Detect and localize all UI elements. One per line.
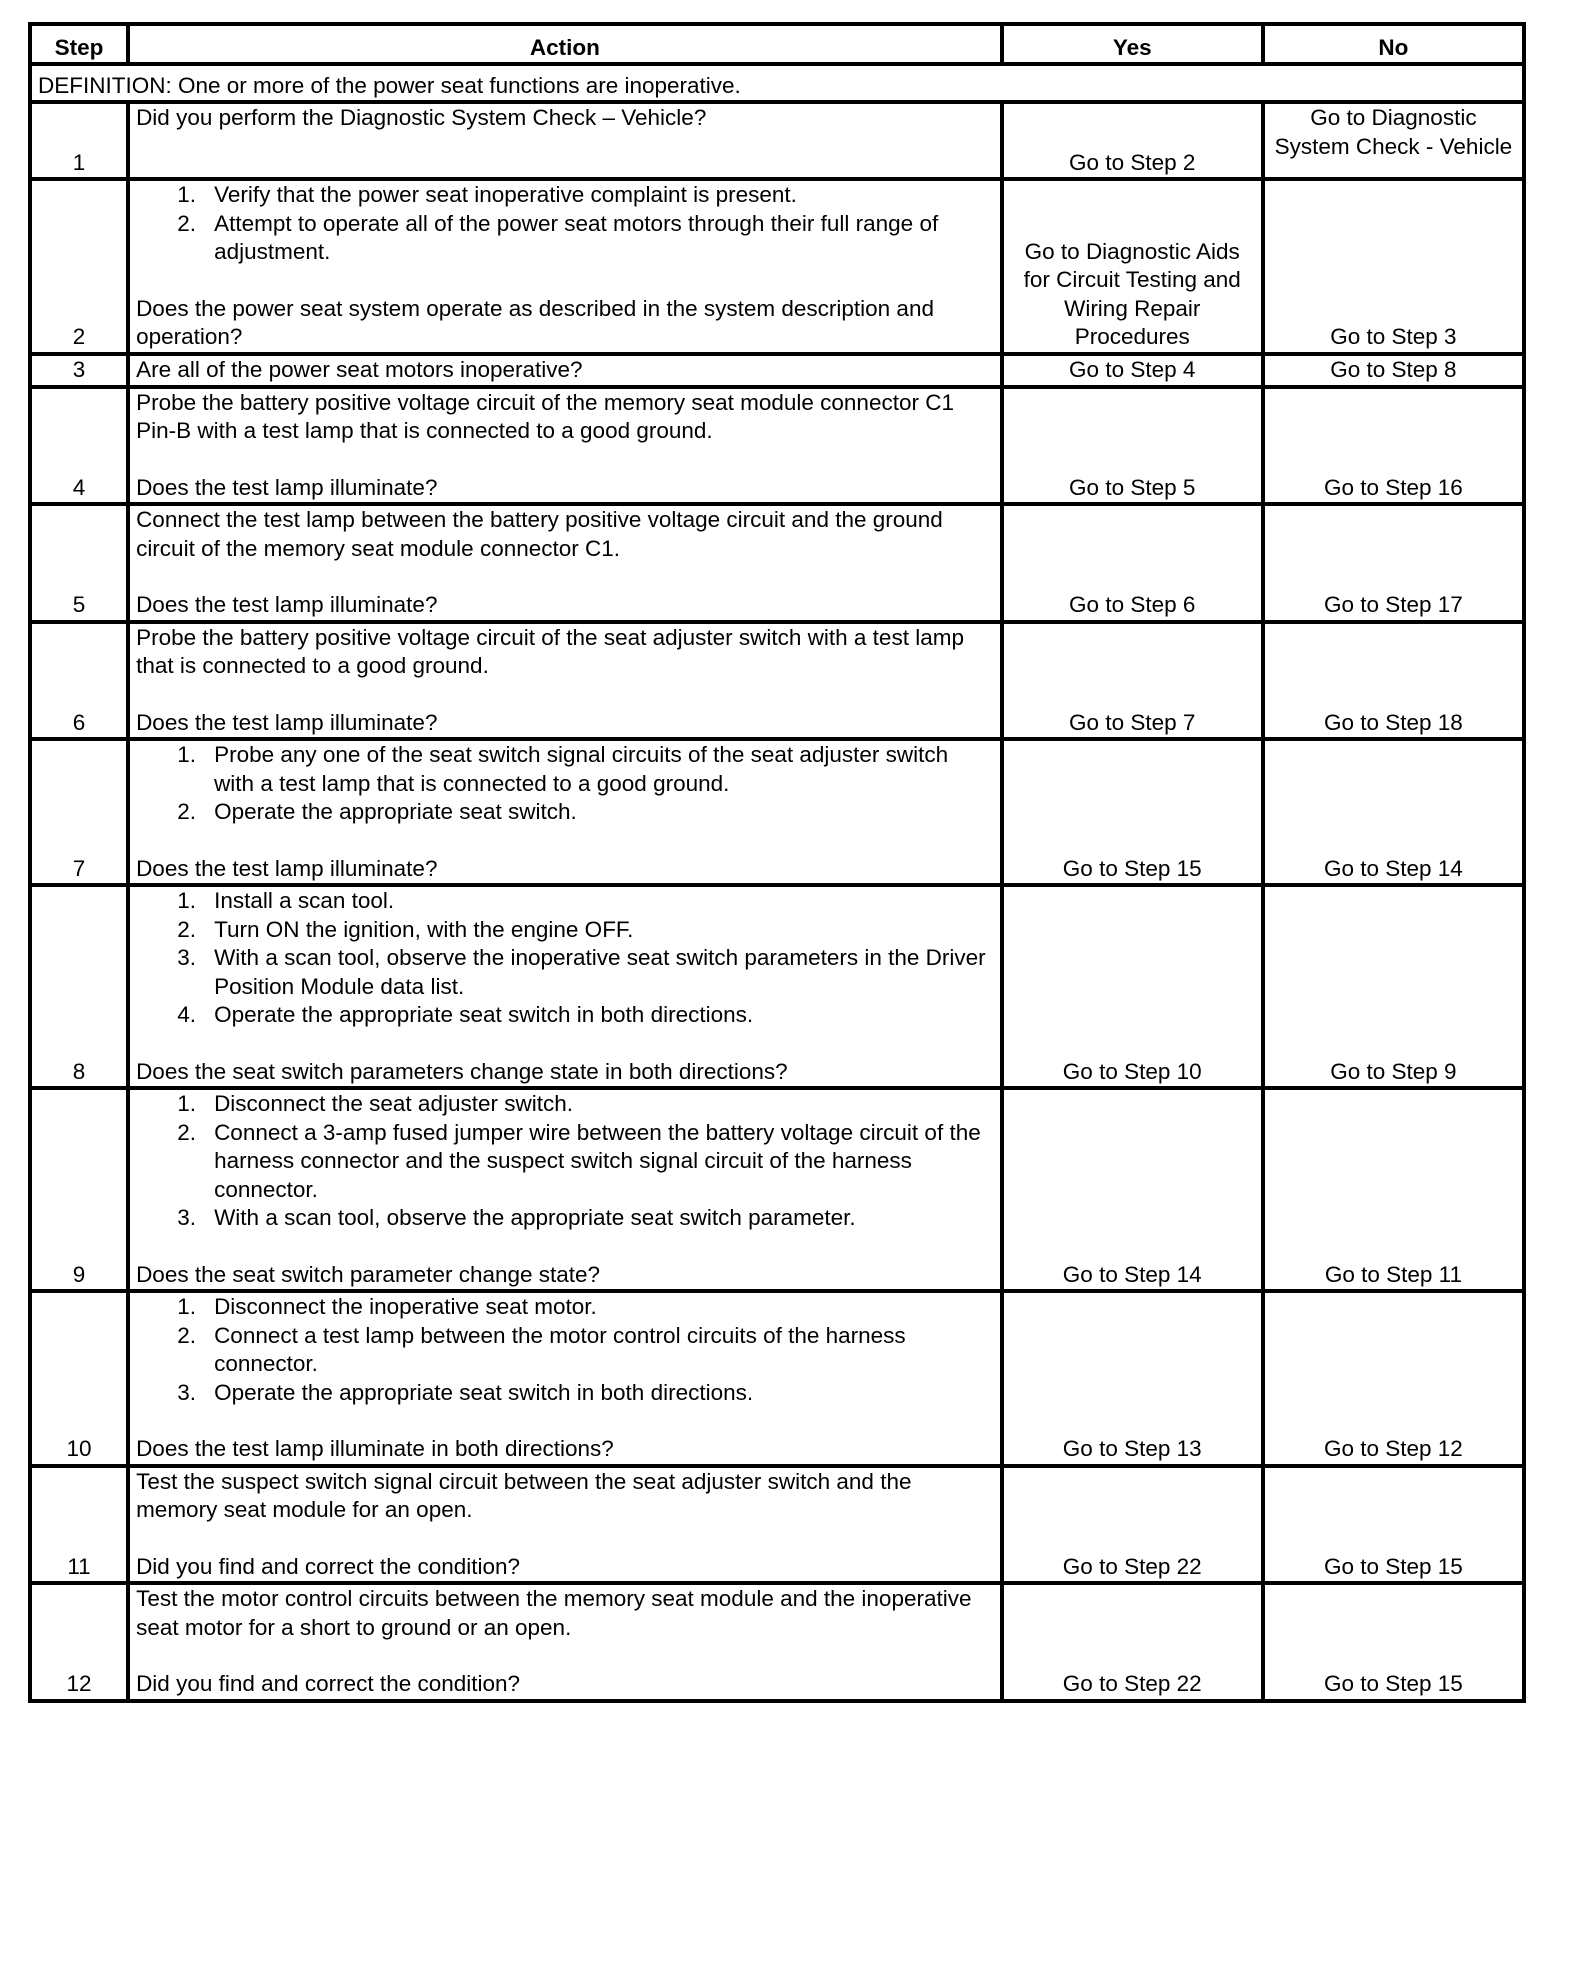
spacer [136, 563, 994, 591]
action-question: Did you find and correct the condition? [136, 1553, 521, 1579]
no-result: Go to Step 11 [1263, 1088, 1524, 1291]
table-row [30, 354, 1524, 387]
action-step [136, 741, 994, 798]
no-result: Go to Step 16 [1263, 387, 1524, 505]
action-question: Did you find and correct the condition? [136, 1671, 521, 1696]
action-step [136, 1379, 994, 1408]
step-index: 1. [177, 1091, 197, 1116]
yes-result: Go to Step 2 [1002, 102, 1263, 179]
table-row [30, 504, 1524, 622]
no-result: Go to Diagnostic System Check - Vehicle [1263, 102, 1524, 179]
table-row [30, 387, 1524, 505]
table-row [30, 885, 1524, 1088]
definition-text: DEFINITION: One or more of the power seat functions are inoperative. [30, 64, 1524, 102]
step-index: 2. [177, 799, 197, 824]
header-row [30, 24, 1524, 64]
action-question: Does the test lamp illuminate in both directions? [136, 1436, 614, 1461]
action-text: Test the suspect switch signal circuit between the seat adjuster switch and the memory seat module for an open. [136, 1468, 912, 1522]
step-number: 4 [30, 387, 128, 505]
no-result: Go to Step 14 [1263, 739, 1524, 885]
no-result: Go to Step 15 [1263, 1583, 1524, 1701]
spacer [136, 681, 994, 709]
step-number: 10 [30, 1291, 128, 1466]
yes-result: Go to Step 22 [1002, 1466, 1263, 1584]
table-row [30, 1291, 1524, 1466]
step-text: Connect a 3-amp fused jumper wire between the battery voltage circuit of the harness connector and the suspect switch signal circuit of the harness connector. [214, 1119, 981, 1202]
action-cell [128, 1291, 1002, 1466]
step-text: Operate the appropriate seat switch in both directions. [214, 1002, 754, 1027]
step-text: Turn ON the ignition, with the engine OFF. [214, 916, 634, 942]
step-number: 12 [30, 1583, 128, 1701]
step-index: 1. [177, 742, 197, 767]
action-steps [136, 887, 994, 1030]
step-number: 2 [30, 179, 128, 354]
step-number: 7 [30, 739, 128, 885]
step-text: Operate the appropriate seat switch. [214, 799, 577, 824]
spacer [136, 1030, 994, 1058]
action-text: Connect the test lamp between the battery positive voltage circuit and the ground circuit of the memory seat module connector C1. [136, 507, 943, 561]
yes-result: Go to Step 4 [1002, 354, 1263, 387]
no-result: Go to Step 15 [1263, 1466, 1524, 1584]
no-result: Go to Step 8 [1263, 354, 1524, 387]
step-text: Probe any one of the seat switch signal circuits of the seat adjuster switch with a test lamp that is connected to a good ground. [214, 742, 949, 796]
action-cell [128, 102, 1002, 179]
spacer [136, 827, 994, 855]
step-index: 1. [177, 888, 197, 913]
no-result: Go to Step 3 [1263, 179, 1524, 354]
step-number: 5 [30, 504, 128, 622]
step-index: 2. [177, 1119, 197, 1145]
table-row [30, 622, 1524, 740]
action-question: Does the test lamp illuminate? [136, 855, 438, 881]
action-text: Probe the battery positive voltage circuit of the seat adjuster switch with a test lamp that is connected to a good ground. [136, 624, 964, 678]
step-index: 4. [177, 1002, 197, 1027]
table-row [30, 1583, 1524, 1701]
step-index: 3. [177, 1379, 197, 1405]
step-index: 3. [177, 1205, 197, 1230]
spacer [136, 267, 994, 295]
no-result: Go to Step 17 [1263, 504, 1524, 622]
action-step [136, 1001, 994, 1030]
action-steps [136, 1090, 994, 1233]
spacer [136, 1525, 994, 1553]
step-text: With a scan tool, observe the inoperative seat switch parameters in the Driver Position Module data list. [214, 945, 986, 999]
step-text: Attempt to operate all of the power seat motors through their full range of adjustment. [214, 210, 939, 264]
action-cell [128, 885, 1002, 1088]
spacer [136, 446, 994, 474]
step-index: 1. [177, 1294, 197, 1319]
header-no: No [1263, 24, 1524, 64]
header-step: Step [30, 24, 128, 64]
action-cell [128, 387, 1002, 505]
action-text: Probe the battery positive voltage circuit of the memory seat module connector C1 Pin-B with a test lamp that is connected to a good ground. [136, 389, 954, 443]
action-step [136, 887, 994, 916]
action-cell [128, 739, 1002, 885]
header-action: Action [128, 24, 1002, 64]
action-question: Does the test lamp illuminate? [136, 474, 438, 500]
step-text: With a scan tool, observe the appropriate seat switch parameter. [214, 1205, 856, 1230]
action-question: Did you perform the Diagnostic System Check – Vehicle? [136, 105, 707, 130]
action-step [136, 1204, 994, 1233]
step-text: Verify that the power seat inoperative complaint is present. [214, 182, 797, 207]
step-text: Disconnect the seat adjuster switch. [214, 1091, 573, 1116]
action-question: Does the seat switch parameters change state in both directions? [136, 1058, 788, 1084]
spacer [136, 1642, 994, 1670]
step-text: Connect a test lamp between the motor control circuits of the harness connector. [214, 1322, 906, 1376]
definition-row [30, 64, 1524, 102]
no-result: Go to Step 18 [1263, 622, 1524, 740]
step-number: 11 [30, 1466, 128, 1584]
action-cell [128, 1583, 1002, 1701]
action-steps [136, 1293, 994, 1407]
step-number: 1 [30, 102, 128, 179]
yes-result: Go to Step 14 [1002, 1088, 1263, 1291]
step-number: 6 [30, 622, 128, 740]
action-question: Does the test lamp illuminate? [136, 709, 438, 735]
yes-result: Go to Step 13 [1002, 1291, 1263, 1466]
step-text: Operate the appropriate seat switch in both directions. [214, 1379, 754, 1405]
yes-result: Go to Step 5 [1002, 387, 1263, 505]
action-cell [128, 504, 1002, 622]
table-row [30, 102, 1524, 179]
step-text: Install a scan tool. [214, 888, 395, 913]
action-cell [128, 1088, 1002, 1291]
action-cell [128, 622, 1002, 740]
spacer [136, 1407, 994, 1435]
step-number: 9 [30, 1088, 128, 1291]
no-result: Go to Step 9 [1263, 885, 1524, 1088]
action-text: Test the motor control circuits between the memory seat module and the inoperative seat motor for a short to ground or an open. [136, 1586, 972, 1640]
action-step [136, 1322, 994, 1379]
yes-result: Go to Step 6 [1002, 504, 1263, 622]
action-steps [136, 741, 994, 827]
step-index: 2. [177, 1322, 197, 1348]
spacer [136, 1233, 994, 1261]
step-text: Disconnect the inoperative seat motor. [214, 1294, 597, 1319]
action-cell [128, 354, 1002, 387]
diagnostic-table [28, 22, 1526, 1703]
step-number: 3 [30, 354, 128, 387]
table-row [30, 1088, 1524, 1291]
step-index: 2. [177, 210, 197, 236]
table-row [30, 1466, 1524, 1584]
step-number: 8 [30, 885, 128, 1088]
yes-result: Go to Diagnostic Aids for Circuit Testing and Wiring Repair Procedures [1002, 179, 1263, 354]
action-question: Does the seat switch parameter change state? [136, 1261, 601, 1287]
action-question: Does the test lamp illuminate? [136, 592, 438, 617]
yes-result: Go to Step 15 [1002, 739, 1263, 885]
action-step [136, 1090, 994, 1119]
step-index: 2. [177, 916, 197, 942]
table-row [30, 739, 1524, 885]
action-step [136, 1293, 994, 1322]
action-step [136, 944, 994, 1001]
action-step [136, 181, 994, 210]
action-step [136, 798, 994, 827]
yes-result: Go to Step 7 [1002, 622, 1263, 740]
action-question: Are all of the power seat motors inoperative? [136, 356, 583, 382]
action-step [136, 1119, 994, 1205]
header-yes: Yes [1002, 24, 1263, 64]
action-steps [136, 181, 994, 267]
yes-result: Go to Step 10 [1002, 885, 1263, 1088]
action-step [136, 916, 994, 945]
action-cell [128, 1466, 1002, 1584]
action-step [136, 210, 994, 267]
no-result: Go to Step 12 [1263, 1291, 1524, 1466]
table-row [30, 179, 1524, 354]
yes-result: Go to Step 22 [1002, 1583, 1263, 1701]
action-cell [128, 179, 1002, 354]
step-index: 3. [177, 945, 197, 970]
action-question: Does the power seat system operate as described in the system description and operation? [136, 295, 934, 349]
step-index: 1. [177, 182, 197, 207]
